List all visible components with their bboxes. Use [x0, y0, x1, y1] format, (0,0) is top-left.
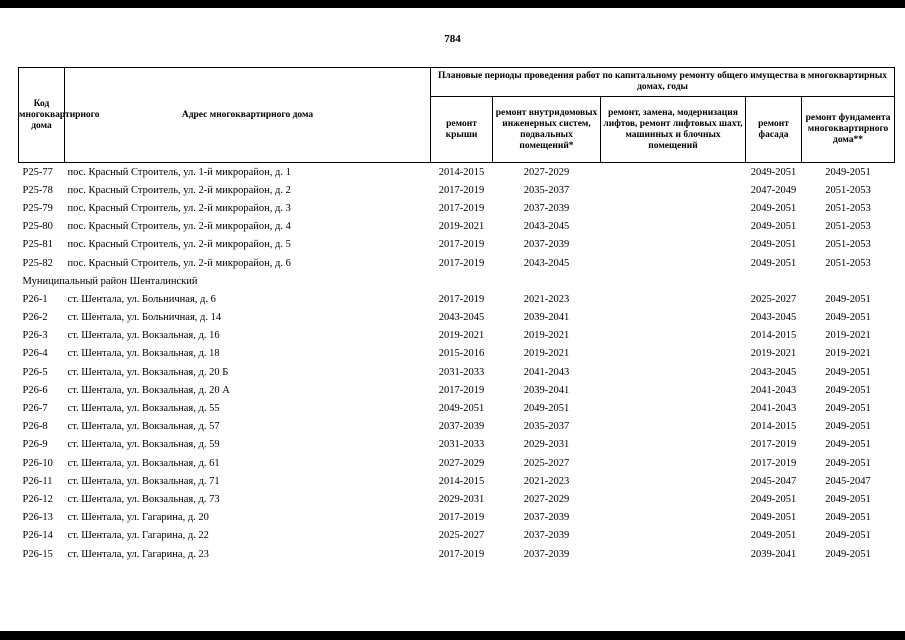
cell-engineering: 2035-2037: [523, 184, 570, 196]
cell-roof: 2019-2021: [438, 221, 485, 233]
cell-roof: 2017-2019: [438, 257, 485, 269]
table-row: [19, 399, 895, 417]
table-row: [19, 309, 895, 327]
cell-code: Р26-7: [22, 403, 48, 415]
section-row: [19, 272, 895, 290]
cell-engineering: 2049-2051: [523, 403, 570, 415]
cell-facade: 2049-2051: [750, 257, 797, 269]
cell-engineering: 2043-2045: [523, 257, 570, 269]
cell-engineering: 2019-2021: [523, 348, 570, 360]
cell-lifts: [601, 527, 746, 545]
cell-engineering: 2039-2041: [523, 384, 570, 396]
cell-foundation: 2045-2047: [825, 475, 871, 487]
table-row: [19, 290, 895, 308]
cell-roof: 2031-2033: [438, 439, 485, 451]
cell-lifts: [601, 218, 746, 236]
cell-lifts: [601, 418, 746, 436]
cell-foundation: 2051-2053: [825, 257, 871, 269]
cell-roof: 2025-2027: [438, 530, 485, 542]
cell-foundation: 2049-2051: [825, 403, 871, 415]
cell-code: Р26-12: [22, 493, 53, 505]
cell-facade: 2014-2015: [750, 330, 797, 342]
page-number: 784: [444, 33, 461, 45]
cell-foundation: 2049-2051: [825, 548, 871, 560]
cell-address: пос. Красный Строитель, ул. 1-й микрорайон, д. 1: [67, 166, 291, 178]
cell-engineering: 2027-2029: [523, 493, 570, 505]
table-row: [19, 381, 895, 399]
table-row: [19, 436, 895, 454]
cell-foundation: 2049-2051: [825, 312, 871, 324]
cell-address: пос. Красный Строитель, ул. 2-й микрорайон, д. 6: [67, 257, 291, 269]
top-border: [0, 0, 905, 8]
bottom-border: [0, 631, 905, 640]
cell-code: Р26-2: [22, 312, 48, 324]
cell-code: Р26-8: [22, 421, 48, 433]
header-roof: ремонт крыши: [431, 97, 493, 163]
cell-facade: 2043-2045: [750, 366, 797, 378]
cell-lifts: [601, 290, 746, 308]
table-row: [19, 199, 895, 217]
header-engineering: ремонт внутридомовых инженерных систем, подвальных помещений*: [493, 97, 601, 163]
cell-address: ст. Шентала, ул. Гагарина, д. 23: [67, 548, 209, 560]
cell-facade: 2047-2049: [750, 184, 797, 196]
header-periods: Плановые периоды проведения работ по капитальному ремонту общего имущества в многоквартирных домах, годы: [431, 68, 895, 97]
cell-foundation: 2019-2021: [825, 330, 871, 342]
cell-code: Р26-11: [22, 475, 53, 487]
cell-facade: 2043-2045: [750, 312, 797, 324]
cell-facade: 2041-2043: [750, 403, 797, 415]
cell-roof: 2019-2021: [438, 330, 485, 342]
cell-address: ст. Шентала, ул. Вокзальная, д. 59: [67, 439, 220, 451]
cell-lifts: [601, 454, 746, 472]
table-row: [19, 363, 895, 381]
cell-code: Р25-77: [22, 166, 53, 178]
cell-roof: 2017-2019: [438, 548, 485, 560]
cell-address: ст. Шентала, ул. Вокзальная, д. 71: [67, 475, 220, 487]
header-foundation: ремонт фундамента многоквартирного дома**: [802, 97, 895, 163]
cell-code: Р26-10: [22, 457, 53, 469]
cell-code: Р26-15: [22, 548, 53, 560]
header-facade: ремонт фасада: [746, 97, 802, 163]
cell-roof: 2017-2019: [438, 239, 485, 251]
cell-foundation: 2049-2051: [825, 384, 871, 396]
capital-repair-table: [18, 67, 894, 563]
cell-roof: 2017-2019: [438, 293, 485, 305]
cell-roof: 2014-2015: [438, 166, 485, 178]
cell-address: ст. Шентала, ул. Вокзальная, д. 61: [67, 457, 220, 469]
cell-lifts: [601, 163, 746, 182]
cell-engineering: 2043-2045: [523, 221, 570, 233]
cell-foundation: 2049-2051: [825, 493, 871, 505]
cell-address: пос. Красный Строитель, ул. 2-й микрорайон, д. 5: [67, 239, 291, 251]
cell-address: ст. Шентала, ул. Вокзальная, д. 20 Б: [67, 366, 229, 378]
cell-address: пос. Красный Строитель, ул. 2-й микрорайон, д. 3: [67, 202, 291, 214]
cell-facade: 2025-2027: [750, 293, 797, 305]
cell-address: пос. Красный Строитель, ул. 2-й микрорайон, д. 2: [67, 184, 291, 196]
cell-facade: 2039-2041: [750, 548, 797, 560]
cell-address: ст. Шентала, ул. Вокзальная, д. 18: [67, 348, 220, 360]
cell-engineering: 2041-2043: [523, 366, 570, 378]
table-row: [19, 490, 895, 508]
cell-lifts: [601, 309, 746, 327]
cell-address: пос. Красный Строитель, ул. 2-й микрорайон, д. 4: [67, 221, 291, 233]
cell-lifts: [601, 436, 746, 454]
cell-facade: 2049-2051: [750, 221, 797, 233]
cell-foundation: 2049-2051: [825, 439, 871, 451]
cell-lifts: [601, 381, 746, 399]
cell-roof: 2037-2039: [438, 421, 485, 433]
cell-facade: 2049-2051: [750, 530, 797, 542]
cell-address: ст. Шентала, ул. Вокзальная, д. 73: [67, 493, 220, 505]
cell-roof: 2017-2019: [438, 512, 485, 524]
cell-address: ст. Шентала, ул. Больничная, д. 14: [67, 312, 222, 324]
table-row: [19, 454, 895, 472]
cell-code: Р26-4: [22, 348, 48, 360]
cell-foundation: 2049-2051: [825, 366, 871, 378]
cell-facade: 2049-2051: [750, 512, 797, 524]
cell-lifts: [601, 399, 746, 417]
cell-roof: 2029-2031: [438, 493, 485, 505]
table-row: [19, 218, 895, 236]
cell-foundation: 2051-2053: [825, 239, 871, 251]
cell-code: Р26-1: [22, 293, 48, 305]
table-row: [19, 254, 895, 272]
header-address: Адрес многоквартирного дома: [65, 68, 431, 163]
cell-facade: 2041-2043: [750, 384, 797, 396]
cell-foundation: 2049-2051: [825, 512, 871, 524]
table-row: [19, 181, 895, 199]
cell-facade: 2017-2019: [750, 439, 797, 451]
cell-lifts: [601, 236, 746, 254]
cell-roof: 2017-2019: [438, 184, 485, 196]
cell-lifts: [601, 345, 746, 363]
cell-facade: 2045-2047: [750, 475, 797, 487]
cell-roof: 2017-2019: [438, 384, 485, 396]
cell-engineering: 2027-2029: [523, 166, 570, 178]
cell-foundation: 2051-2053: [825, 202, 871, 214]
table-row: [19, 327, 895, 345]
header-code: Код многоквартирного дома: [19, 68, 65, 163]
cell-foundation: 2019-2021: [825, 348, 871, 360]
cell-foundation: 2049-2051: [825, 457, 871, 469]
table-row: [19, 509, 895, 527]
cell-foundation: 2051-2053: [825, 221, 871, 233]
cell-address: ст. Шентала, ул. Гагарина, д. 22: [67, 530, 209, 542]
cell-code: Р25-79: [22, 202, 53, 214]
cell-address: ст. Шентала, ул. Больничная, д. 6: [67, 293, 216, 305]
cell-roof: 2014-2015: [438, 475, 485, 487]
cell-engineering: 2037-2039: [523, 548, 570, 560]
cell-foundation: 2049-2051: [825, 530, 871, 542]
cell-address: ст. Шентала, ул. Гагарина, д. 20: [67, 512, 209, 524]
cell-engineering: 2037-2039: [523, 202, 570, 214]
cell-engineering: 2037-2039: [523, 512, 570, 524]
cell-facade: 2019-2021: [750, 348, 797, 360]
cell-lifts: [601, 327, 746, 345]
cell-code: Р25-81: [22, 239, 53, 251]
table-row: [19, 545, 895, 563]
cell-lifts: [601, 181, 746, 199]
cell-roof: 2015-2016: [438, 348, 485, 360]
cell-lifts: [601, 363, 746, 381]
cell-roof: 2031-2033: [438, 366, 485, 378]
cell-engineering: 2019-2021: [523, 330, 570, 342]
cell-facade: 2049-2051: [750, 239, 797, 251]
cell-address: ст. Шентала, ул. Вокзальная, д. 16: [67, 330, 220, 342]
cell-roof: 2017-2019: [438, 202, 485, 214]
header-lifts: ремонт, замена, модернизация лифтов, ремонт лифтовых шахт, машинных и блочных помещений: [601, 97, 746, 163]
cell-code: Р26-5: [22, 366, 48, 378]
cell-facade: 2049-2051: [750, 166, 797, 178]
cell-code: Р25-80: [22, 221, 53, 233]
cell-address: ст. Шентала, ул. Вокзальная, д. 20 А: [67, 384, 230, 396]
cell-foundation: 2049-2051: [825, 166, 871, 178]
cell-roof: 2049-2051: [438, 403, 485, 415]
cell-foundation: 2051-2053: [825, 184, 871, 196]
table-row: [19, 527, 895, 545]
cell-foundation: 2049-2051: [825, 293, 871, 305]
table-row: [19, 236, 895, 254]
cell-engineering: 2021-2023: [523, 293, 570, 305]
cell-address: ст. Шентала, ул. Вокзальная, д. 57: [67, 421, 220, 433]
cell-foundation: 2049-2051: [825, 421, 871, 433]
cell-lifts: [601, 199, 746, 217]
cell-facade: 2017-2019: [750, 457, 797, 469]
cell-facade: 2049-2051: [750, 202, 797, 214]
table-row: [19, 345, 895, 363]
cell-engineering: 2029-2031: [523, 439, 570, 451]
table-row: [19, 163, 895, 182]
cell-engineering: 2025-2027: [523, 457, 570, 469]
cell-roof: 2027-2029: [438, 457, 485, 469]
table-row: [19, 418, 895, 436]
cell-lifts: [601, 509, 746, 527]
table-body: [19, 163, 895, 564]
cell-engineering: 2037-2039: [523, 239, 570, 251]
cell-code: Р26-6: [22, 384, 48, 396]
section-title: Муниципальный район Шенталинский: [22, 275, 198, 287]
cell-code: Р25-82: [22, 257, 53, 269]
cell-lifts: [601, 545, 746, 563]
cell-lifts: [601, 254, 746, 272]
cell-engineering: 2021-2023: [523, 475, 570, 487]
cell-code: Р26-3: [22, 330, 48, 342]
cell-lifts: [601, 472, 746, 490]
cell-code: Р26-13: [22, 512, 53, 524]
cell-roof: 2043-2045: [438, 312, 485, 324]
cell-engineering: 2035-2037: [523, 421, 570, 433]
cell-facade: 2014-2015: [750, 421, 797, 433]
cell-engineering: 2037-2039: [523, 530, 570, 542]
cell-code: Р26-14: [22, 530, 53, 542]
cell-code: Р26-9: [22, 439, 48, 451]
table-row: [19, 472, 895, 490]
cell-code: Р25-78: [22, 184, 53, 196]
cell-engineering: 2039-2041: [523, 312, 570, 324]
cell-facade: 2049-2051: [750, 493, 797, 505]
cell-address: ст. Шентала, ул. Вокзальная, д. 55: [67, 403, 220, 415]
cell-lifts: [601, 490, 746, 508]
